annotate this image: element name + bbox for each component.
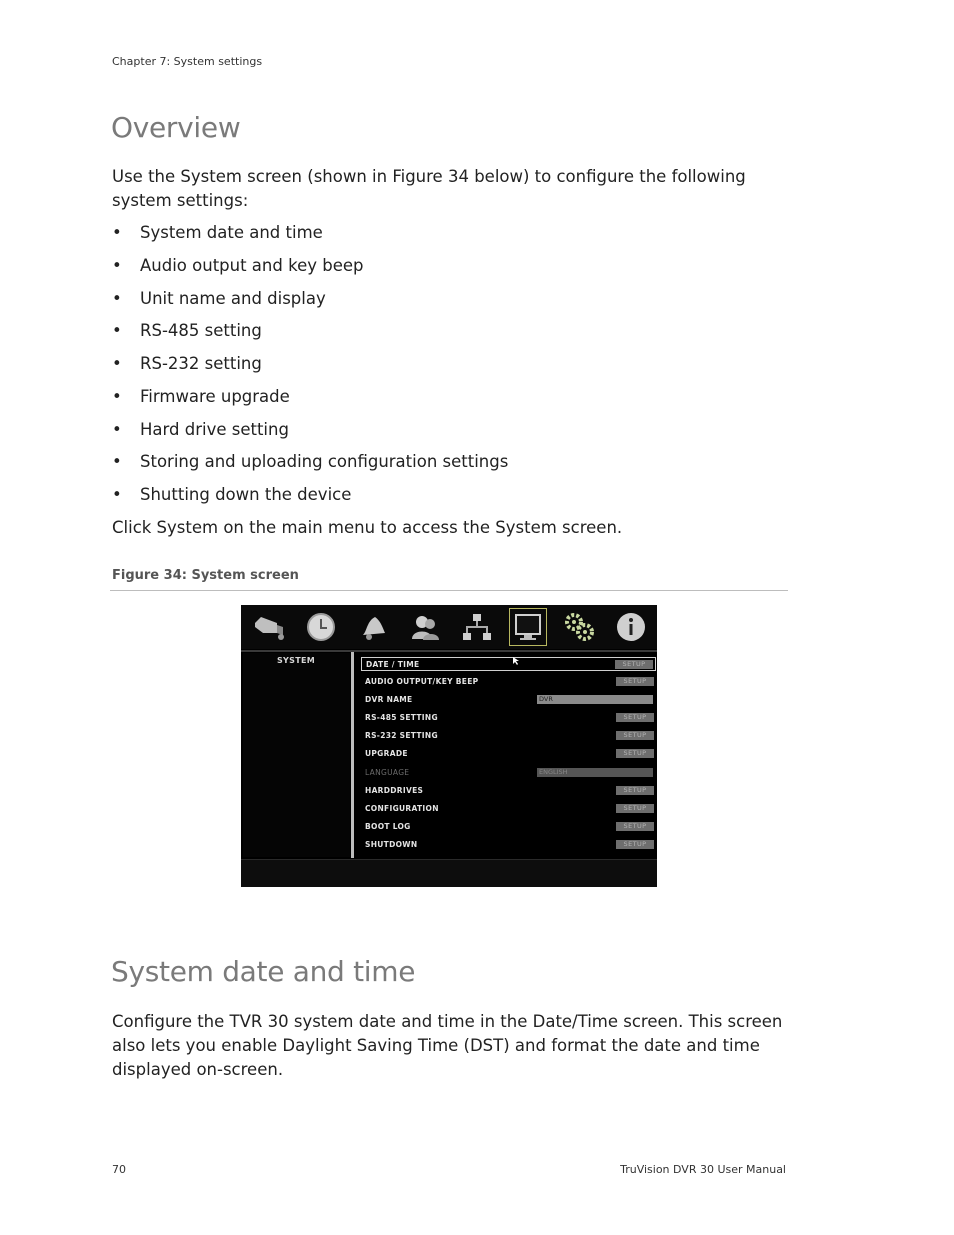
- list-item: [112, 221, 508, 254]
- setup-button[interactable]: SETUP: [616, 749, 654, 758]
- bullet-glyph: •: [112, 419, 122, 439]
- overview-outro: Click System on the main menu to access the System screen.: [112, 518, 623, 537]
- list-item-text: Audio output and key beep: [140, 255, 364, 275]
- toolbar-separator: [241, 650, 657, 652]
- list-item: [112, 418, 508, 451]
- manual-title: TruVision DVR 30 User Manual: [620, 1163, 786, 1176]
- overview-heading: Overview: [111, 111, 241, 144]
- users-icon[interactable]: [407, 609, 443, 645]
- menu-row-date-time[interactable]: [361, 657, 656, 671]
- setup-button[interactable]: SETUP: [616, 677, 654, 686]
- menu-label: RS-485 SETTING: [365, 713, 438, 722]
- clock-icon[interactable]: [303, 609, 339, 645]
- menu-row-upgrade[interactable]: [361, 747, 656, 761]
- dvr-name-field[interactable]: DVR: [537, 695, 653, 704]
- bullet-glyph: •: [112, 223, 122, 242]
- setup-button[interactable]: SETUP: [616, 786, 654, 795]
- list-item-text: RS-485 setting: [140, 321, 262, 341]
- menu-row-rs485[interactable]: [361, 711, 656, 725]
- bullet-glyph: •: [112, 452, 122, 472]
- menu-row-language[interactable]: [361, 766, 656, 780]
- setup-button[interactable]: SETUP: [616, 822, 654, 831]
- menu-label: RS-232 SETTING: [365, 731, 438, 740]
- alarm-bell-icon[interactable]: [355, 609, 391, 645]
- menu-row-harddrives[interactable]: [361, 784, 656, 798]
- dvr-status-bar: [241, 859, 657, 887]
- menu-label: LANGUAGE: [365, 768, 410, 777]
- menu-label: AUDIO OUTPUT/KEY BEEP: [365, 677, 479, 686]
- list-item: [112, 254, 508, 287]
- menu-label: HARDDRIVES: [365, 786, 424, 795]
- menu-row-boot-log[interactable]: [361, 820, 656, 834]
- menu-label: DATE / TIME: [366, 660, 420, 669]
- figure-caption: Figure 34: System screen: [112, 568, 299, 583]
- info-icon[interactable]: [613, 609, 649, 645]
- menu-label: UPGRADE: [365, 749, 408, 758]
- dvr-left-title: SYSTEM: [277, 656, 315, 665]
- language-select[interactable]: ENGLISH: [537, 768, 653, 777]
- overview-intro: Use the System screen (shown in Figure 34 below) to configure the following system settings:: [112, 167, 746, 210]
- setup-button[interactable]: SETUP: [616, 713, 654, 722]
- menu-label: DVR NAME: [365, 695, 413, 704]
- figure-rule: [110, 590, 788, 591]
- list-item-text: RS-232 setting: [140, 354, 262, 373]
- list-item: [112, 287, 508, 320]
- monitor-icon[interactable]: [509, 608, 547, 646]
- section-body-date-time: Configure the TVR 30 system date and time in the Date/Time screen. This screen also lets you enable Daylight Saving Time (DST) and format the date and time displayed on-screen.: [112, 1012, 783, 1079]
- mouse-cursor-icon: [513, 657, 521, 665]
- section-heading-date-time: System date and time: [111, 955, 416, 988]
- dvr-toolbar: [241, 605, 657, 649]
- menu-label: SHUTDOWN: [365, 840, 418, 849]
- bullet-glyph: •: [112, 255, 122, 275]
- list-item: [112, 319, 508, 352]
- bullet-glyph: •: [112, 354, 122, 373]
- list-item-text: Unit name and display: [140, 288, 326, 308]
- list-item: [112, 483, 508, 516]
- list-item-text: System date and time: [140, 223, 323, 242]
- setup-button[interactable]: SETUP: [616, 804, 654, 813]
- menu-row-dvr-name[interactable]: [361, 693, 656, 707]
- running-head: Chapter 7: System settings: [112, 55, 263, 68]
- dvr-left-panel: [243, 653, 350, 857]
- bullet-glyph: •: [112, 288, 122, 308]
- setup-button[interactable]: SETUP: [616, 840, 654, 849]
- system-screen-figure: [241, 605, 657, 887]
- panel-divider: [351, 652, 354, 858]
- menu-row-audio-output[interactable]: [361, 675, 656, 689]
- bullet-glyph: •: [112, 485, 122, 504]
- page-number: 70: [112, 1163, 126, 1176]
- list-item-text: Storing and uploading configuration settings: [140, 452, 509, 472]
- menu-label: CONFIGURATION: [365, 804, 439, 813]
- list-item-text: Shutting down the device: [140, 485, 352, 504]
- menu-row-rs232[interactable]: [361, 729, 656, 743]
- menu-row-configuration[interactable]: [361, 802, 656, 816]
- bullet-glyph: •: [112, 321, 122, 341]
- list-item: [112, 450, 508, 483]
- list-item-text: Firmware upgrade: [140, 386, 290, 406]
- menu-label: BOOT LOG: [365, 822, 411, 831]
- bullet-glyph: •: [112, 386, 122, 406]
- list-item: [112, 352, 508, 385]
- settings-bullet-list: [112, 221, 508, 516]
- gears-icon[interactable]: [561, 609, 597, 645]
- list-item-text: Hard drive setting: [140, 419, 289, 439]
- menu-row-shutdown[interactable]: [361, 838, 656, 852]
- network-icon[interactable]: [459, 609, 495, 645]
- list-item: [112, 385, 508, 418]
- camera-icon[interactable]: [251, 609, 287, 645]
- setup-button[interactable]: SETUP: [616, 731, 654, 740]
- setup-button[interactable]: SETUP: [615, 660, 653, 669]
